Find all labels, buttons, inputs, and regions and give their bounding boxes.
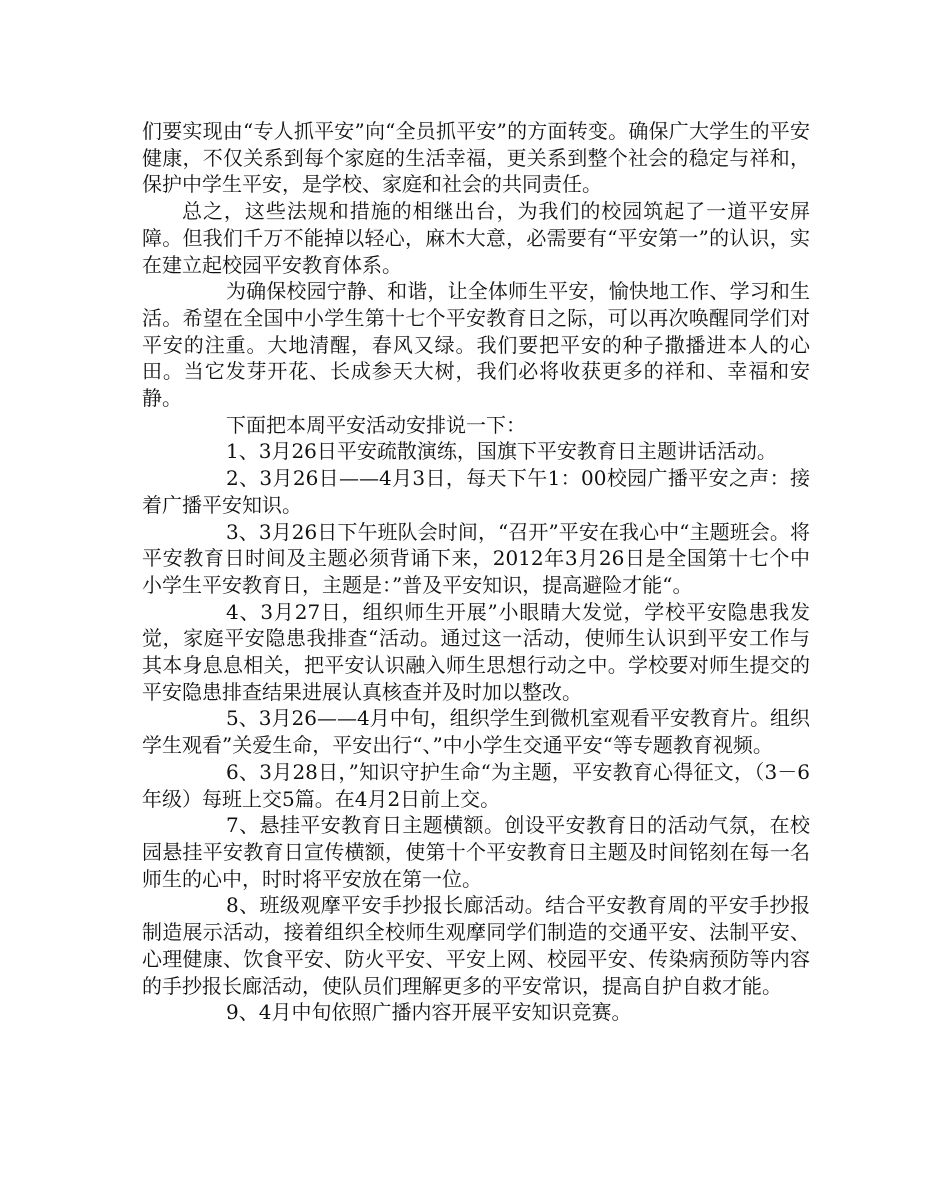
list-item: 9、4月中旬依照广播内容开展平安知识竞赛。 bbox=[226, 1000, 632, 1025]
list-item: 5、3月26——4月中旬，组织学生到微机室观看平安教育片。组织学生观看”关爱生命，平安出行“、”中小学生交通平安“等专题教育视频。 bbox=[142, 706, 810, 758]
list-item: 1、3月26日平安疏散演练，国旗下平安教育日主题讲话活动。 bbox=[226, 439, 777, 464]
paragraph: 下面把本周平安活动安排说一下： bbox=[226, 412, 526, 437]
list-item: 3、3月26日下午班队会时间，“召开”平安在我心中“主题班会。将平安教育日时间及主题必须背诵下来，2012年3月26日是全国第十七个中小学生平安教育日，主题是：”普及平安知识，提高避险才能“。 bbox=[142, 519, 810, 597]
list-item: 2、3月26日——4月3日，每天下午1：00校园广播平安之声：接着广播平安知识。 bbox=[142, 466, 810, 517]
paragraph: 总之，这些法规和措施的相继出台，为我们的校园筑起了一道平安屏障。但我们千万不能掉以轻心，麻木大意，必需要有“平安第一”的认识，实在建立起校园平安教育体系。 bbox=[142, 199, 810, 277]
paragraph: 为确保校园宁静、和谐，让全体师生平安，愉快地工作、学习和生活。希望在全国中小学生第十七个平安教育日之际，可以再次唤醒同学们对平安的注重。大地清醒，春风又绿。我们要把平安的种子撒播进本人的心田。当它发芽开花、长成参天大树，我们必将收获更多的祥和、幸福和安静。 bbox=[142, 279, 810, 411]
list-item: 8、班级观摩平安手抄报长廊活动。结合平安教育周的平安手抄报制造展示活动，接着组织全校师生观摩同学们制造的交通平安、法制平安、心理健康、饮食平安、防火平安、平安上网、校园平安、传染病预防等内容的手抄报长廊活动，使队员们理解更多的平安常识，提高自护自救才能。 bbox=[142, 893, 810, 998]
paragraph: 们要实现由“专人抓平安”向“全员抓平安”的方面转变。确保广大学生的平安健康，不仅关系到每个家庭的生活幸福，更关系到整个社会的稳定与祥和，保护中学生平安，是学校、家庭和社会的共同责任。 bbox=[142, 119, 810, 197]
list-item: 7、悬挂平安教育日主题横额。创设平安教育日的活动气氛，在校园悬挂平安教育日宣传横额，使第十个平安教育日主题及时间铭刻在每一名师生的心中，时时将平安放在第一位。 bbox=[142, 813, 810, 891]
list-item: 4、3月27日，组织师生开展”小眼睛大发觉，学校平安隐患我发觉，家庭平安隐患我排查“活动。通过这一活动，使师生认识到平安工作与其本身息息相关，把平安认识融入师生思想行动之中。学校要对师生提交的平安隐患排查结果进展认真核查并及时加以整改。 bbox=[142, 599, 810, 704]
list-item: 6、3月28日，”知识守护生命“为主题，平安教育心得征文，（3－6年级）每班上交5篇。在4月2日前上交。 bbox=[142, 759, 810, 811]
document-body bbox=[142, 118, 810, 1026]
